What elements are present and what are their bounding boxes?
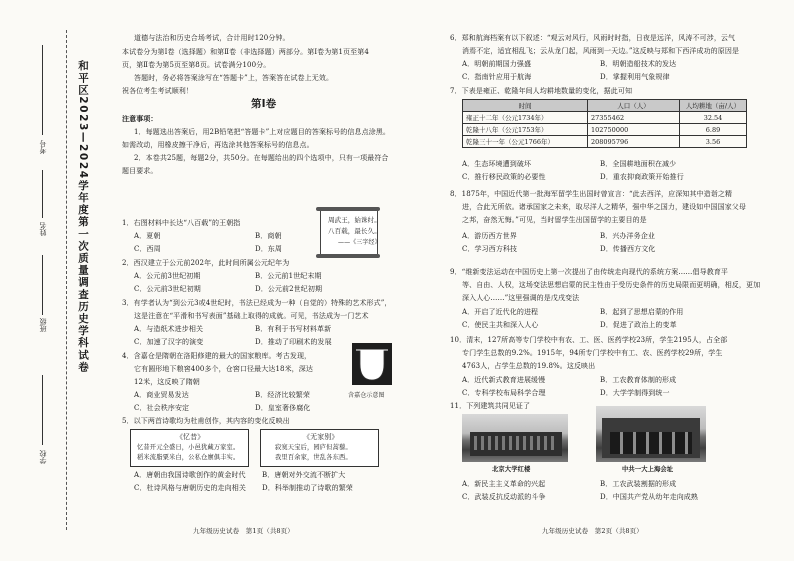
q7-row-1 — [463, 112, 747, 124]
q7-row-3-population: 208095796 — [588, 136, 680, 148]
q6-option-c: C．指南针应用于航海 — [462, 73, 532, 81]
q7-option-d: D．重农抑商政策开始推行 — [600, 173, 684, 181]
q6-option-b: B．明朝造船技术的发达 — [600, 60, 677, 68]
q8-stem-1: 8．1875年，中国近代第一批海军留学生出国时曾宣言：“此去西洋，应深知其中造诣之精 — [450, 190, 733, 198]
q7-row-2 — [463, 124, 747, 136]
q2-option-d: D．公元前2世纪初期 — [255, 285, 323, 293]
q11-stem: 11．下列建筑共同见证了 — [450, 402, 531, 410]
q6-stem-1: 6．郑和航海档案有以下叙述：“观云对风行，风雨时时指，日夜是远洋，风涛不可涉，云气 — [450, 34, 736, 42]
scroll-line-2: 八百载，最长久。 — [328, 227, 381, 235]
q6-stem-2: 消焉不定，适宜相乱飞；云从龙门起，风雨到一天边。”这反映与郑和下西洋成功的原因是 — [462, 47, 740, 55]
q10-option-c: C．专科学校布局科学合理 — [462, 389, 546, 397]
q3-option-d: D．推动了印刷术的发展 — [255, 338, 332, 346]
photo-first-cpc-congress-site — [596, 406, 706, 462]
q1-option-a: A．夏朝 — [134, 232, 161, 240]
q1-option-b: B．商朝 — [255, 232, 282, 240]
granary-caption: 含嘉仓示意图 — [348, 392, 385, 399]
poem1-line-1: 忆昔开元全盛日，小邑犹藏万家室。 — [137, 444, 240, 451]
q9-option-b: B．起到了思想启蒙的作用 — [600, 308, 684, 316]
page-2 — [400, 0, 794, 561]
q7-option-c: C．推行移民政策的必要性 — [462, 173, 546, 181]
scroll-bottom-roll — [316, 254, 380, 258]
exam-no-label: 考号 — [39, 140, 47, 154]
q8-option-b: B．兴办洋务企业 — [600, 232, 655, 240]
footer-page-2: 九年级历史试卷 第2页（共8页） — [542, 527, 643, 535]
poem2-title: 《无家别》 — [303, 433, 339, 441]
photo-caption-2: 中共一大上海会址 — [622, 466, 674, 473]
q7-row-1-time: 雍正十二年（公元1734年） — [463, 112, 588, 124]
poem2-line-1: 寂寞天宝后，园庐但蒿藜。 — [275, 444, 352, 451]
q7-row-2-land: 6.89 — [680, 124, 747, 136]
q3-stem-2: 这是注意在“平滑和书写表面”基础上取得的成就。可见，书法成为一门艺术 — [134, 312, 369, 320]
q8-stem-3: 之邦，奋然无悔。”可见，当时留学生出国留学的主要目的是 — [462, 216, 647, 224]
scroll-figure — [316, 207, 380, 259]
q2-option-c: C．公元前3世纪初期 — [134, 285, 201, 293]
q2-option-a: A．公元前3世纪初期 — [134, 272, 201, 280]
q4-stem-3: 12米，这反映了隋朝 — [134, 378, 200, 386]
q3-option-b: B．有利于书写材料革新 — [255, 325, 332, 333]
q9-stem-1: 9．“维新变法运动在中国历史上第一次提出了由传统走向现代的系统方案……倡导教育平 — [450, 268, 729, 276]
q7-stem: 7．下表是雍正、乾隆年间人均耕地数量的变化，据此可知 — [450, 87, 633, 95]
q3-option-c: C．加速了汉字的演变 — [134, 338, 204, 346]
q11-option-c: C．武装反抗反动派的斗争 — [462, 493, 546, 501]
intro-line-3: 页，第Ⅱ卷为第5页至第8页。试卷满分100分。 — [122, 61, 271, 69]
q7-option-a: A．生态环境遭到破坏 — [462, 160, 532, 168]
note-line-3: 2．本卷共25题，每题2分，共50分。在每题给出的四个选项中，只有一项最符合 — [134, 154, 389, 162]
q1-option-c: C．西周 — [134, 245, 161, 253]
q1-option-d: D．东周 — [255, 245, 283, 253]
q2-stem: 2．西汉建立于公元前202年，此时间所属公元纪年为 — [122, 259, 290, 267]
photo2-doors — [610, 432, 692, 454]
q10-option-a: A．近代新式教育进展缓慢 — [462, 376, 546, 384]
poem-box-1 — [130, 429, 249, 467]
q7-row-3-land: 3.56 — [680, 136, 747, 148]
q2-option-b: B．公元前1世纪末期 — [255, 272, 322, 280]
intro-line-2: 本试卷分为第Ⅰ卷（选择题）和第Ⅱ卷（非选择题）两部分。第Ⅰ卷为第1页至第4 — [122, 48, 369, 56]
q9-stem-2: 等、自由、人权，这场变法思想启蒙的民主性由于受历史条件的历史局限而更明确，相反，更加 — [462, 281, 761, 289]
q1-stem: 1．右图材料中长达“八百载”的王朝指 — [122, 219, 241, 227]
q10-option-d: D．大学学制得到统一 — [600, 389, 670, 397]
q9-option-c: C．使民主共和深入人心 — [462, 321, 539, 329]
q10-stem-3: 4763人，占学生总数的19.8%。这反映出 — [462, 362, 596, 370]
q4-option-a: A．商业贸易发达 — [134, 391, 189, 399]
q7-row-2-time: 乾隆十八年（公元1753年） — [463, 124, 588, 136]
class-label: 班级 — [39, 318, 47, 332]
q5-option-a: A．唐朝由我国诗歌创作的黄金时代 — [134, 471, 246, 479]
q9-option-d: D．促进了政治上的变革 — [600, 321, 677, 329]
note-line-4: 题目要求。 — [122, 167, 158, 175]
q5-stem: 5．以下两首诗歌均为杜甫创作，其内容的变化反映出 — [122, 417, 290, 425]
q7-table — [462, 99, 747, 148]
q8-stem-2: 进，合此无所依。诸承国家之未来，取尽洋人之精华，强中华之国力，建设如中国国家父母 — [462, 203, 746, 211]
q6-option-d: D．掌握利用气象规律 — [600, 73, 670, 81]
q10-option-b: B．工农教育体制的形成 — [600, 376, 677, 384]
school-label: 学校 — [39, 450, 47, 464]
q7-row-3-time: 乾隆三十一年（公元1766年） — [463, 136, 588, 148]
q7-table-header — [463, 100, 747, 112]
q7-row-3 — [463, 136, 747, 148]
q10-stem-1: 10．清末，127所高等专门学校中有农、工、医、医药学校23所，学生2195人，占全部 — [450, 336, 728, 344]
poem1-line-2: 稻米流脂粟米白，公私仓廪俱丰实。 — [137, 454, 240, 461]
q5-option-d: D．科举制推动了诗歌的繁荣 — [262, 484, 353, 492]
name-label: 姓名 — [39, 222, 47, 236]
q10-stem-2: 专门学生总数的9.2%。1915年，94所专门学校中有工、农、医药学校29所，学生 — [462, 349, 723, 357]
q5-option-b: B．唐朝对外交流不断扩大 — [262, 471, 346, 479]
notes-title: 注意事项： — [122, 114, 158, 123]
q4-option-b: B．经济比较繁荣 — [255, 391, 310, 399]
q9-option-a: A．开启了近代化的进程 — [462, 308, 539, 316]
q7-row-1-population: 27355462 — [588, 112, 680, 124]
note-line-1: 1．每题选出答案后，用2B铅笔把“答题卡”上对应题目的答案标号的信息点涂黑。 — [134, 128, 391, 136]
q8-option-c: C．学习西方科技 — [462, 245, 518, 253]
q7-col-land: 人均耕地（亩/人） — [680, 100, 747, 112]
intro-line-4: 答题时，务必将答案涂写在“答题卡”上，答案答在试卷上无效。 — [134, 74, 334, 82]
photo-caption-1: 北京大学红楼 — [492, 466, 531, 473]
q7-col-population: 人口（人） — [588, 100, 680, 112]
q7-row-2-population: 102750000 — [588, 124, 680, 136]
q7-option-b: B．全国耕地面积在减少 — [600, 160, 677, 168]
section-title: 第Ⅰ卷 — [251, 98, 277, 110]
q11-option-a: A．新民主主义革命的兴起 — [462, 480, 546, 488]
q11-option-d: D．中国共产党从幼年走向成熟 — [600, 493, 699, 501]
q4-option-d: D．皇室奢侈腐化 — [255, 404, 311, 412]
photo1-windows — [474, 436, 558, 450]
q6-option-a: A．明朝前期国力强盛 — [462, 60, 532, 68]
q4-option-c: C．社会秩序安定 — [134, 404, 190, 412]
q8-option-a: A．游历西方世界 — [462, 232, 517, 240]
q7-row-1-land: 32.54 — [680, 112, 747, 124]
q9-stem-3: 深入人心……”这里强调的是戊戌变法 — [462, 294, 580, 302]
intro-line-1: 道德与法治和历史合场考试，合计用时120分钟。 — [134, 34, 290, 42]
footer-page-1: 九年级历史试卷 第1页（共8页） — [193, 527, 294, 535]
poem2-line-2: 我里百余家，世乱各东西。 — [275, 454, 352, 461]
intro-line-5: 祝各位考生考试顺利！ — [122, 87, 193, 95]
q4-stem-1: 4．含嘉仓是隋朝在洛阳修建的最大的国家粮库。考古发现， — [122, 352, 312, 360]
note-line-2: 如需改动，用橡皮擦干净后，再选涂其他答案标号的信息点。 — [122, 141, 314, 149]
granary-diagram — [350, 342, 394, 386]
poem-box-2 — [260, 429, 379, 467]
q11-option-b: B．工农武装割据的形成 — [600, 480, 677, 488]
photo-peking-university-red-building — [462, 414, 568, 462]
q5-option-c: C．杜诗风格与唐朝历史的走向相关 — [134, 484, 246, 492]
poem1-title: 《忆昔》 — [176, 433, 205, 441]
q3-stem-1: 3．有学者认为“到公元3或4世纪时，书法已经成为一种（自觉的）特殊的艺术形式”， — [122, 299, 392, 307]
scroll-line-1: 周武王，始诛纣。 — [328, 216, 381, 224]
q8-option-d: D．传播西方文化 — [600, 245, 656, 253]
q7-col-time: 时间 — [463, 100, 588, 112]
q3-option-a: A．与造纸术进步相关 — [134, 325, 204, 333]
scroll-source: ——《三字经》 — [338, 239, 381, 246]
exam-title-vertical: 和平区2023—2024学年度第一次质量调查历史学科试卷 — [77, 60, 89, 374]
q4-stem-2: 它有圆形地下粮窖400多个，仓窖口径最大达18米，深达 — [134, 365, 313, 373]
